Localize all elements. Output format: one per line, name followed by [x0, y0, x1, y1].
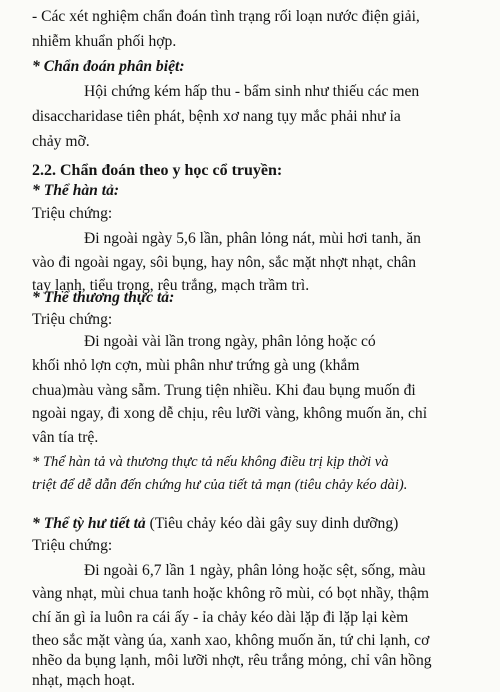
text-line: nhạt, mạch hoạt. [32, 672, 136, 689]
text-line: chí ăn gì ỉa luôn ra cái ấy - ỉa chảy kéo dài lặp đi lặp lại kèm [32, 609, 409, 626]
text-line: Đi ngoài 6,7 lần 1 ngày, phân lỏng hoặc sệt, sống, màu [84, 562, 426, 579]
text-line: nhiễm khuẩn phối hợp. [32, 33, 177, 50]
text-line: ngoài ngay, đi xong dễ chịu, rêu lưỡi vàng, không muốn ăn, chỉ [32, 405, 428, 422]
subheading-parenthetical: (Tiêu chảy kéo dài gây suy dinh dưỡng) [145, 515, 399, 532]
subheading-title: * Thể tỳ hư tiết tả [32, 515, 146, 532]
text-line: Đi ngoài ngày 5,6 lần, phân lỏng nát, mùi hơi tanh, ăn [84, 230, 421, 247]
label-symptoms: Triệu chứng: [32, 205, 113, 222]
subheading-differential-diagnosis: * Chẩn đoán phân biệt: [32, 58, 185, 75]
text-line: Đi ngoài vài lần trong ngày, phân lỏng hoặc có [84, 333, 376, 350]
italic-note: triệt để dễ dẫn đến chứng hư của tiết tả mạn (tiêu chảy kéo dài). [32, 477, 408, 493]
italic-note: * Thể hàn tả và thương thực tả nếu không điều trị kịp thời và [32, 454, 389, 470]
label-symptoms: Triệu chứng: [32, 311, 113, 328]
label-symptoms: Triệu chứng: [32, 537, 113, 554]
text-line: tay lạnh, tiểu trong, rêu trắng, mạch trầm trì. [32, 277, 310, 294]
text-line: Hội chứng kém hấp thu - bẩm sinh như thiếu các men [84, 83, 420, 100]
text-line: chua)màu vàng sẫm. Trung tiện nhiều. Khi đau bụng muốn đi [32, 382, 416, 399]
text-line: theo sắc mặt vàng úa, xanh xao, không muốn ăn, tứ chi lạnh, cơ [32, 632, 430, 649]
text-line: disaccharidase tiên phát, bệnh xơ nang tụy mắc phải như ỉa [32, 108, 401, 125]
text-line: - Các xét nghiệm chẩn đoán tình trạng rối loạn nước điện giải, [32, 8, 420, 25]
subheading-ty-hu-tiet-ta [32, 513, 398, 535]
text-line: khối nhỏ lợn cợn, mùi phân như trứng gà ung (khắm [32, 357, 360, 374]
text-line: nhẽo da bụng lạnh, môi lưỡi nhợt, rêu trắng mỏng, chỉ vân hồng [32, 652, 432, 669]
subheading-thuong-thuc-ta: * Thể thương thực tả: [32, 289, 175, 306]
section-heading: 2.2. Chẩn đoán theo y học cổ truyền: [32, 162, 283, 179]
text-line: vàng nhạt, mùi chua tanh hoặc không rõ mùi, có bọt nhầy, thậm [32, 585, 429, 602]
text-line: vào đi ngoài ngay, sôi bụng, hay nôn, sắc mặt nhợt nhạt, chân [32, 254, 417, 271]
subheading-han-ta: * Thể hàn tả: [32, 182, 120, 199]
text-line: vân tía trệ. [32, 429, 99, 446]
text-line: chảy mỡ. [32, 133, 90, 150]
